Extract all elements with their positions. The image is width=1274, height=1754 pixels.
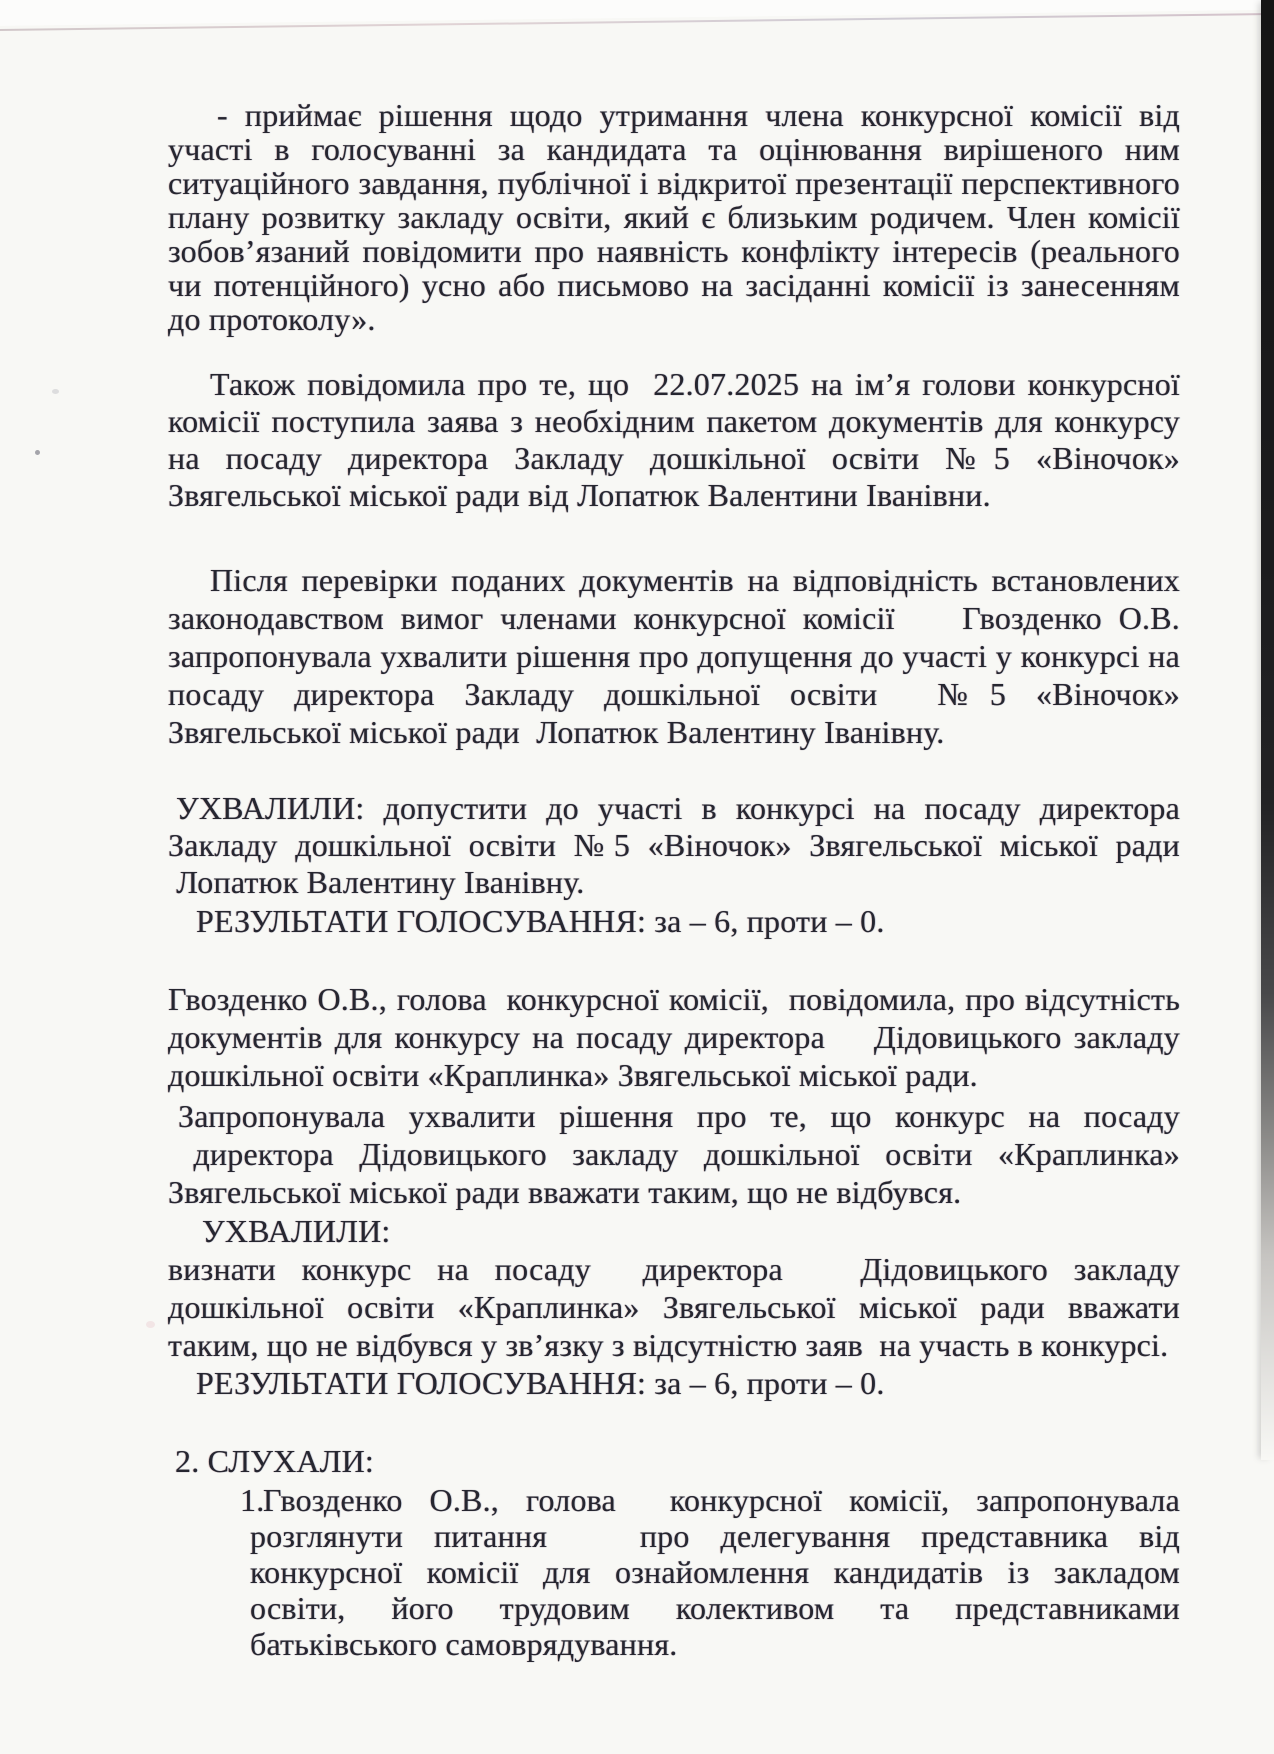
section-2-heading: 2. СЛУХАЛИ: <box>175 1443 375 1479</box>
scan-noise-speck <box>52 389 59 394</box>
list-item-text: Гвозденко О.В., голова конкурсної комісії, запропонувала розглянути питання про делегування представника від конкурсної комісії для ознайомлення кандидатів із закладом освіти, його трудовим колективом та представниками батьківського самоврядування. <box>250 1482 1180 1662</box>
list-item-number: 1. <box>240 1482 265 1518</box>
paragraph-proposal-not-held: Запропонувала ухвалити рішення про те, що конкурс на посаду директора Дідовицького закладу дошкільної освіти «Краплинка» Звягельської міської ради вважати таким, що не відбувся. <box>168 1098 1180 1210</box>
vote-results-line-1: РЕЗУЛЬТАТИ ГОЛОСУВАННЯ: за – 6, проти – 0. <box>196 903 885 939</box>
decision-heading: УХВАЛИЛИ: <box>202 1213 391 1249</box>
scan-noise-speck <box>146 1321 155 1328</box>
scan-noise-speck <box>35 450 40 455</box>
paragraph-abstention-rule: - приймає рішення щодо утримання члена конкурсної комісії від участі в голосуванні за кандидата та оцінювання вирішеного ним ситуаційного завдання, публічної і відкритої презентації перспективного плану розвитку закладу освіти, який є близьким родичем. Член комісії зобов’язаний повідомити про наявність конфлікту інтересів (реального чи потенційного) усно або письмово на засіданні комісії із занесенням до протоколу». <box>168 97 1180 337</box>
paragraph-no-documents: Гвозденко О.В., голова конкурсної комісії, повідомила, про відсутність документів для конкурсу на посаду директора Дідовицького закладу дошкільної освіти «Краплинка» Звягельської міської ради. <box>168 981 1180 1093</box>
paragraph-decision-not-held: визнати конкурс на посаду директора Дідовицького закладу дошкільної освіти «Краплинка» Звягельської міської ради вважати таким, що не відбувся у зв’язку з відсутністю заяв на участь в конкурсі. <box>168 1251 1180 1363</box>
list-item <box>240 1482 1180 1662</box>
scanner-edge-shadow <box>1261 0 1274 1460</box>
paragraph-application-received: Також повідомила про те, що 22.07.2025 на ім’я голови конкурсної комісії поступила заява з необхідним пакетом документів для конкурсу на посаду директора Закладу дошкільної освіти №5 «Віночок» Звягельської міської ради від Лопатюк Валентини Іванівни. <box>168 366 1180 513</box>
document-text <box>168 98 1180 1662</box>
vote-results-line-2: РЕЗУЛЬТАТИ ГОЛОСУВАННЯ: за – 6, проти – 0. <box>196 1365 885 1401</box>
paragraph-decision-admit: УХВАЛИЛИ: допустити до участі в конкурсі на посаду директора Закладу дошкільної освіти №5 «Віночок» Звягельської міської ради Лопатюк Валентину Іванівну. <box>168 790 1180 900</box>
paragraph-documents-check: Після перевірки поданих документів на відповідність встановлених законодавством вимог членами конкурсної комісії Гвозденко О.В. запропонувала ухвалити рішення про допущення до участі у конкурсі на посаду директора Закладу дошкільної освіти №5 «Віночок» Звягельської міської ради Лопатюк Валентину Іванівну. <box>168 562 1180 750</box>
